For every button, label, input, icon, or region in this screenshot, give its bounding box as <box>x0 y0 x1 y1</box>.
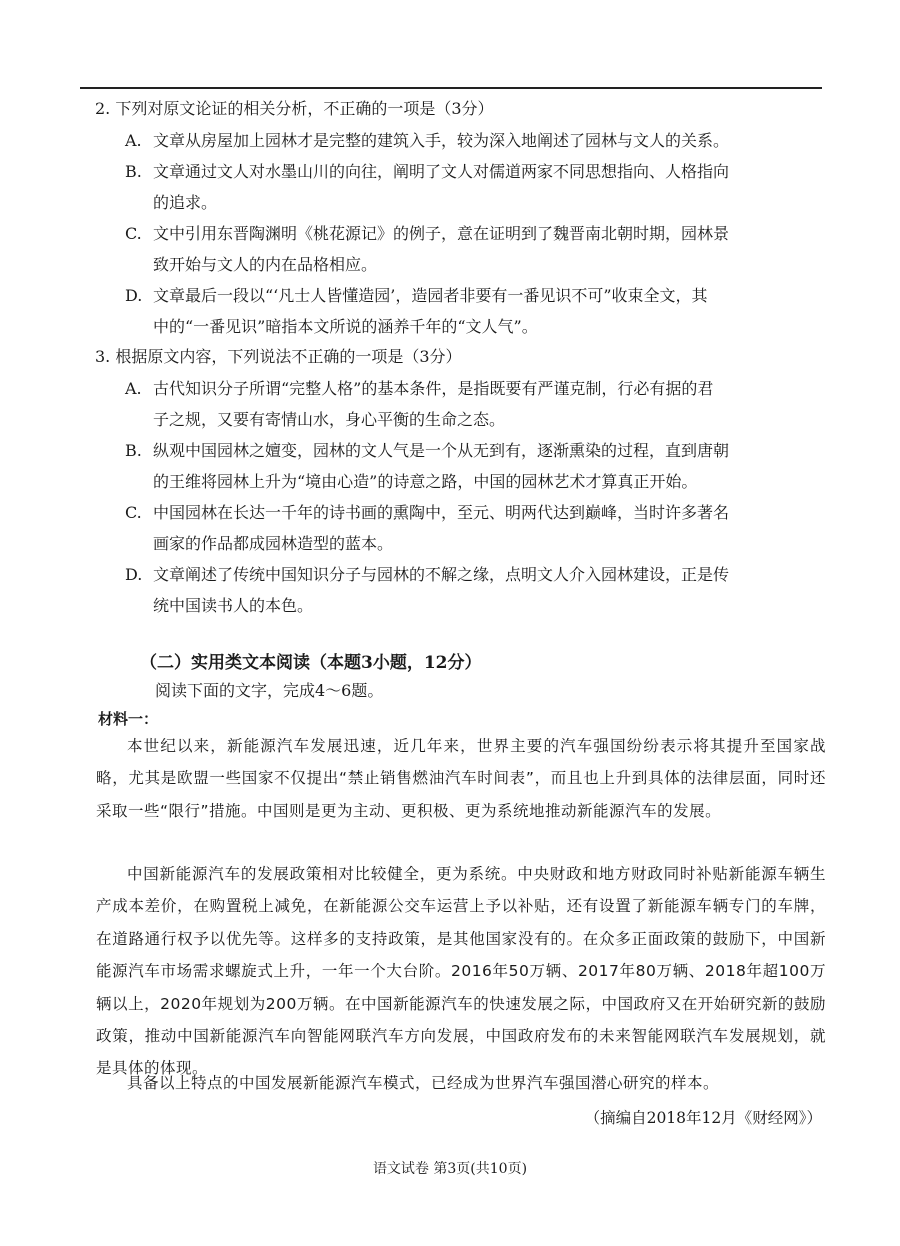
option-text: 纵观中国园林之嬗变，园林的文人气是一个从无到有，逐渐熏染的过程，直到唐朝 <box>153 441 730 460</box>
option-text: 古代知识分子所谓“完整人格”的基本条件，是指既要有严谨克制，行必有据的君 <box>153 379 714 398</box>
page-footer: 语文试卷 第3页(共10页) <box>372 1161 528 1177</box>
section-title: （二）实用类文本阅读（本题3小题，12分） <box>140 653 482 673</box>
q3-option-a-continued: 子之规，又要有寄情山水，身心平衡的生命之态。 <box>153 410 506 429</box>
option-text: 文章阐述了传统中国知识分子与园林的不解之缘，点明文人介入园林建设，正是传 <box>153 565 730 584</box>
option-label: C. <box>125 224 142 243</box>
material-paragraph-3: 具备以上特点的中国发展新能源汽车模式，已经成为世界汽车强国潜心研究的样本。 <box>127 1074 720 1092</box>
option-label: B. <box>125 441 142 460</box>
material-title: 材料一： <box>98 710 159 728</box>
option-label: D. <box>125 565 143 584</box>
option-label: D. <box>125 286 143 305</box>
q3-option-c-continued: 画家的作品都成园林造型的蓝本。 <box>153 534 394 553</box>
top-rule <box>80 87 822 89</box>
option-label: B. <box>125 162 142 181</box>
option-label: A. <box>125 131 142 150</box>
q2-option-b-continued: 的追求。 <box>153 193 218 212</box>
option-label: C. <box>125 503 142 522</box>
option-label: A. <box>125 379 142 398</box>
option-text: 中国园林在长达一千年的诗书画的熏陶中，至元、明两代达到巅峰，当时许多著名 <box>153 503 730 522</box>
source-citation: （摘编自2018年12月《财经网》） <box>584 1109 822 1127</box>
q2-option-d-continued: 中的“一番见识”暗指本文所说的涵养千年的“文人气”。 <box>153 317 538 336</box>
material-paragraph-1: 本世纪以来，新能源汽车发展迅速，近几年来，世界主要的汽车强国纷纷表示将其提升至国家战略，尤其是欧盟一些国家不仅提出“禁止销售燃油汽车时间表”，而且也上升到具体的法律层面，同时还采取一些“限行”措施。中国则是更为主动、更积极、更为系统地推动新能源汽车的发展。 <box>96 737 826 820</box>
option-text: 文章最后一段以“‘凡士人皆懂造园’，造园者非要有一番见识不可”收束全文，其 <box>153 286 708 305</box>
question-2-stem: 2. 下列对原文论证的相关分析，不正确的一项是（3分） <box>95 99 494 118</box>
material-paragraph-2: 中国新能源汽车的发展政策相对比较健全，更为系统。中央财政和地方财政同时补贴新能源车辆生产成本差价，在购置税上减免，在新能源公交车运营上予以补贴，还有设置了新能源车辆专门的车牌，在道路通行权予以优先等。这样多的支持政策，是其他国家没有的。在众多正面政策的鼓励下，中国新能源汽车市场需求螺旋式上升，一年一个大台阶。2016年50万辆、2017年80万辆、2018年超100万辆以上，2020年规划为200万辆。在中国新能源汽车的快速发展之际，中国政府又在开始研究新的鼓励政策，推动中国新能源汽车向智能网联汽车方向发展，中国政府发布的未来智能网联汽车发展规划，就是具体的体现。 <box>96 865 826 1078</box>
section-instruction: 阅读下面的文字，完成4～6题。 <box>155 681 384 700</box>
q2-option-c-continued: 致开始与文人的内在品格相应。 <box>153 255 378 274</box>
option-text: 文章从房屋加上园林才是完整的建筑入手，较为深入地阐述了园林与文人的关系。 <box>153 131 730 150</box>
option-text: 文章通过文人对水墨山川的向往，阐明了文人对儒道两家不同思想指向、人格指向 <box>153 162 730 181</box>
q3-option-d-continued: 统中国读书人的本色。 <box>153 596 314 615</box>
question-3-stem: 3. 根据原文内容，下列说法不正确的一项是（3分） <box>95 347 462 366</box>
option-text: 文中引用东晋陶渊明《桃花源记》的例子，意在证明到了魏晋南北朝时期，园林景 <box>153 224 730 243</box>
q3-option-b-continued: 的王维将园林上升为“境由心造”的诗意之路，中国的园林艺术才算真正开始。 <box>153 472 698 491</box>
